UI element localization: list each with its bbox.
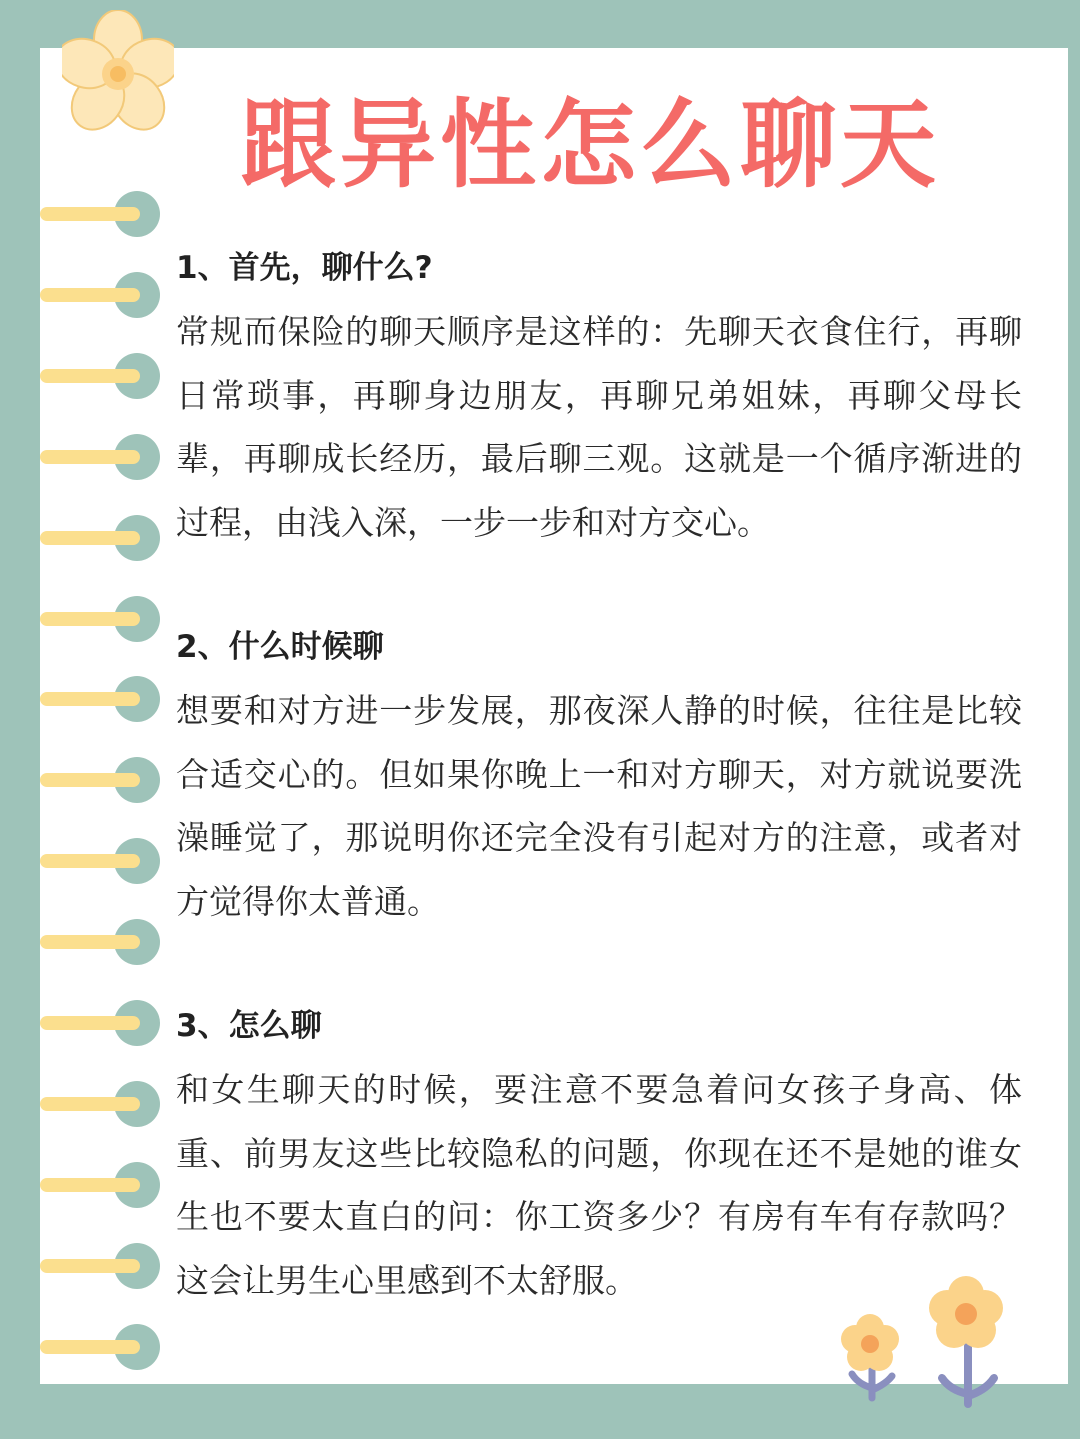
binder-ring: [40, 1340, 140, 1354]
binder-ring: [40, 854, 140, 868]
binder-ring: [40, 773, 140, 787]
binder-ring: [40, 369, 140, 383]
flower-icon: [836, 1272, 1016, 1422]
section-body: 常规而保险的聊天顺序是这样的：先聊天衣食住行，再聊日常琐事，再聊身边朋友，再聊兄弟姐妹，再聊父母长辈，再聊成长经历，最后聊三观。这就是一个循序渐进的过程，由浅入深，一步一步和对方交心。: [176, 312, 1022, 542]
flower-icon: [62, 10, 174, 142]
section-3: [176, 1000, 1022, 1312]
binder-ring: [40, 450, 140, 464]
binder-ring: [40, 612, 140, 626]
section-heading: 1、首先，聊什么?: [176, 250, 433, 286]
binder-ring: [40, 288, 140, 302]
binder-ring: [40, 531, 140, 545]
binder-ring: [40, 1178, 140, 1192]
page-title: 跟异性怎么聊天: [240, 89, 940, 201]
binder-ring: [40, 1016, 140, 1030]
binder-ring: [40, 935, 140, 949]
binder-ring: [40, 1097, 140, 1111]
binder-ring: [40, 207, 140, 221]
section-2: [176, 621, 1022, 933]
section-heading: 3、怎么聊: [176, 1008, 322, 1044]
binder-ring: [40, 692, 140, 706]
binder-ring: [40, 1259, 140, 1273]
section-1: [176, 242, 1022, 554]
section-body: 想要和对方进一步发展，那夜深人静的时候，往往是比较合适交心的。但如果你晚上一和对方聊天，对方就说要洗澡睡觉了，那说明你还完全没有引起对方的注意，或者对方觉得你太普通。: [176, 691, 1022, 921]
section-heading: 2、什么时候聊: [176, 629, 384, 665]
section-body: 和女生聊天的时候，要注意不要急着问女孩子身高、体重、前男友这些比较隐私的问题，你现在还不是她的谁女生也不要太直白的问：你工资多少？有房有车有存款吗？这会让男生心里感到不太舒服。: [176, 1070, 1022, 1300]
